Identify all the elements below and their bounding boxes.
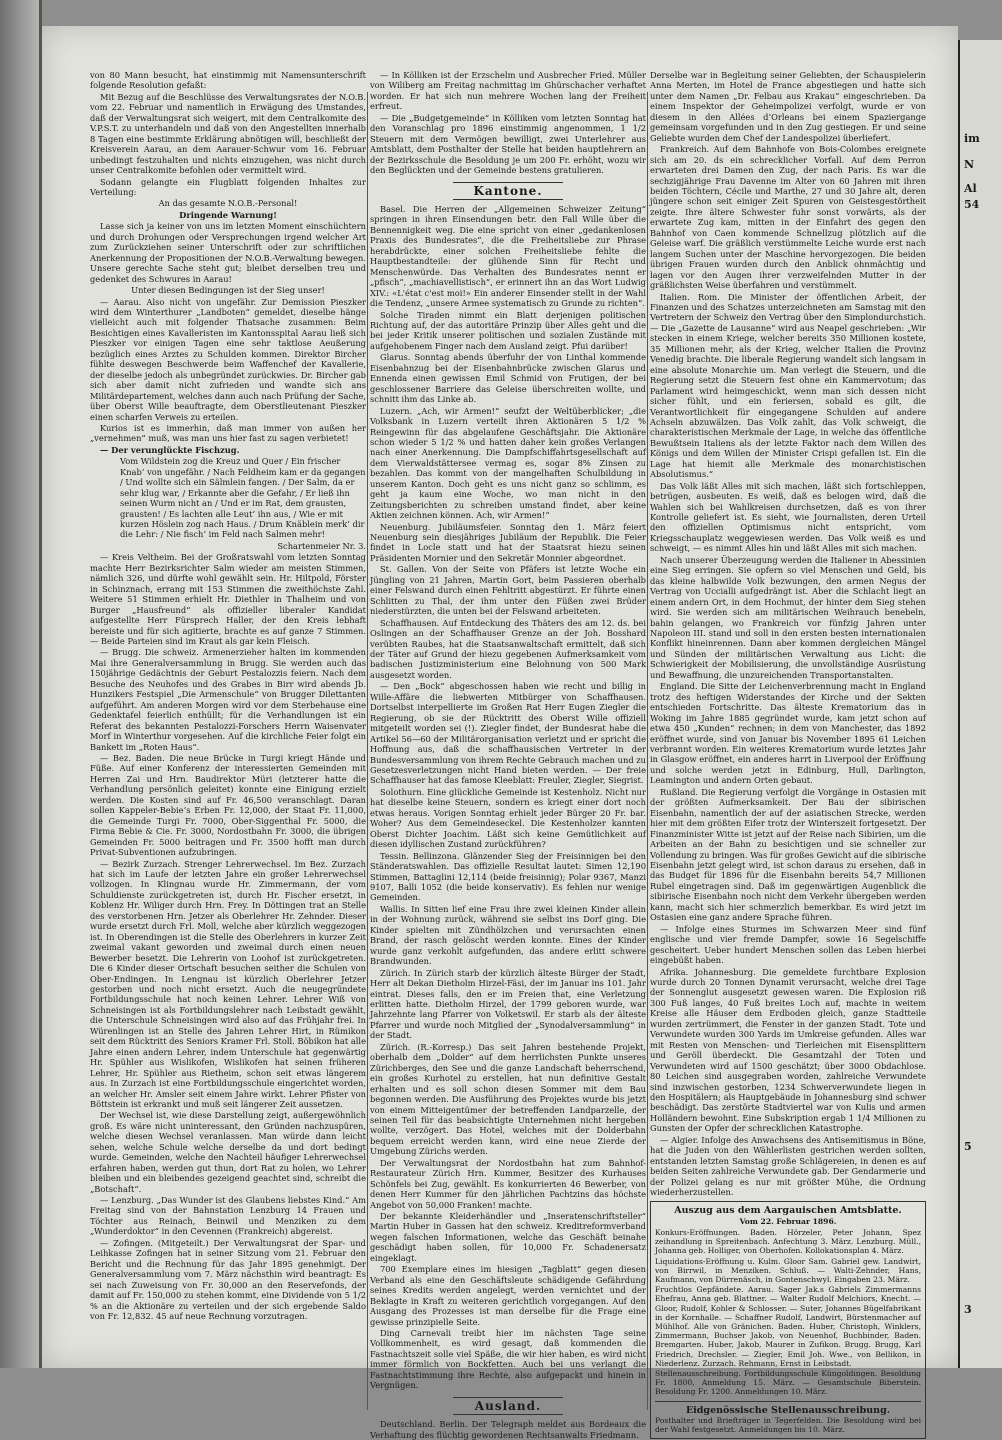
article-neuenburg: Neuenburg. Jubiläumsfeier. Sonntag den 1. März feiert Neuenburg sein diesjähriges Jubiläum der Republik. Die Feier findet in Locle statt und hat der Staatsrat hiezu seinen Präsidenten Mornier und den Sekretär Monnier abgeordnet. xyxy=(370,521,646,563)
paragraph: von 80 Mann besucht, hat einstimmig mit Namensunterschrift folgende Resolution gefaßt: xyxy=(90,70,366,91)
article-frankreich: Frankreich. Auf dem Bahnhofe von Bois-Colombes ereignete sich am 20. ds ein schrecklicher Vorfall. Auf dem Perron erwarteten drei Damen den Zug, der nach Paris. Es war die sechzigjährige Frau Davenne im Alter von 60 Jahren mit ihren beiden Töchtern, Cécile und Marthe, 27 und 30 Jahre alt, deren jüngere schon seit einiger Zeit Spuren von Geistesgestörtheit zeigte. Ihre ältere Schwester fuhr sonst vorwärts, als der erwartete Zug kam, mitten in der Einfahrt des gegen den Bahnhof von Caen kommende Schnellzug plötzlich auf die Geleise warf. Die gräßlich verstümmelte Leiche wurde erst nach langem Suchen unter der Maschine hervorgezogen. Die beiden übrigen Frauen wurden durch den Anblick ohnmächtig und lagen vor den Augen ihrer verzweifelnden Mutter in der gräßlichsten Weise überfahren und verstümmelt. xyxy=(650,144,926,291)
column-rule xyxy=(367,92,368,1410)
article-luzern: Luzern. „Ach, wir Armen!“ seufzt der Weltüberblicker; „die Volksbank in Luzern verteilt ihren Aktionären 5 1/2 % Reingewinn für das abgelaufene Geschäftsjahr. Die Aktionäre schon wieder 5 1/2 % und hatten daher kein großes Verlangen nach einer Anerkennung. Die Dampfschiffahrtsgesellschaft auf dem Vierwaldstättersee vermag es, sogar 8% Zinsen zu bezahlen. Das kommt von der mangelhaften Schulbildung in unserem Kanton. Doch geht es uns nicht ganz so schlimm, es geht ja kaum eine Woche, wo man nicht in den Zeitungsberichten zu schreiben umstand findet, aber keine Aktien zeichnen können. Ach, wir Armen!“ xyxy=(370,405,646,521)
paragraph: Nach unserer Überzeugung werden die Italiener in Abessinien eine Sieg erringen. Sie opfern so viel Menschen und Geld, bis das kleine halbwilde Volk bezwungen, den armen Negus der Vertrag von Uccialli aufgedrängt ist. Aber die Schlacht liegt an einem andern Ort, in dem Hochmut, der hinter dem Sieg stehen wird. Sie werden sich am militärischen Weihrauch benebeln, bahin gelangen, wo Frankreich vor fünfzig Jahren unter Napoleon III. stand und soll in den ersten besten internationalen Konflikt hineinrennen. Dann aber kommen dergleichen Mängel und Sünden der militärischen Verwaltung aus Licht: die Schwierigkeit der Mobilisierung, die unvollständige Ausrüstung und Bewaffnung, die unzureichenden Transportanstalten. xyxy=(650,554,926,680)
paragraph: — Infolge eines Sturmes im Schwarzen Meer sind fünf englische und vier fremde Dampfer, sowie 16 Segelschiffe gescheitert. Ueber hundert Menschen sollen das Leben hierbei eingebüßt haben. xyxy=(650,923,926,966)
column-2 xyxy=(370,70,646,1440)
paragraph: Solche Tiraden nimmt ein Blatt derjenigen politischen Richtung auf, der das autoritäre Prinzip über Alles geht und die bei jeder Kritik unserer politischen und sozialen Zustände mit aufgehobenem Finger nach dem Ausland zeigt. Pfui darüber! xyxy=(370,309,646,351)
divider xyxy=(655,1401,921,1402)
adjacent-page-strip xyxy=(958,40,1002,1368)
article-koelliken: — In Kölliken ist der Erzschelm und Ausbrecher Fried. Müller von Wiliberg am Freitag nachmittag im Ghürschacher verhaftet worden. Er hat sich nun mehrere Wochen lang der Freiheit erfreut. xyxy=(370,70,646,112)
section-heading-kantone: Kantone. xyxy=(370,182,646,200)
article-solothurn: Solothurn. Eine glückliche Gemeinde ist Kestenholz. Nicht nur hat dieselbe keine Steuern, sondern es kriegt einer dort noch etwas heraus. Vorigen Sonntag erhielt jeder Bürger 20 Fr. bar. Woher? Aus dem Gemeindeseckel. Die Kestenholzer kannten Oberst Dichter Joachim. Läßt sich keine Gemütlichkeit auf diesen idyllischen Zustand zurückführen? xyxy=(370,786,646,850)
column-rule xyxy=(647,92,648,1410)
article-wallis: Wallis. In Sitten lief eine Frau ihre zwei kleinen Kinder allein in der Wohnung zurück, während sie selbst ins Dorf ging. Die Kinder spielten mit Zündhölzchen und verursachten einen Brand, der rasch gelöscht werden konnte. Eines der Kinder wurde ganz verkohlt aufgefunden, das andere erlitt schwere Brandwunden. xyxy=(370,903,646,967)
paragraph: Unter diesen Bedingungen ist der Sieg unser! xyxy=(131,285,325,296)
article-zurzach: — Bezirk Zurzach. Strenger Lehrerwechsel. Im Bez. Zurzach hat sich im Laufe der letzten Jahre ein großer Lehrerwechsel vollzogen. In Klingnau wurde Hr. Zimmermann, der vom Schuldienste zurückgetreten ist, durch Hr. Fischer ersetzt, in Koblenz Hr. Wiliger durch Hrn. Frey. In Döttingen trat an Stelle des verstorbenen Hrn. Jetzer als Oberlehrer Hr. Zehnder. Dieser wurde ersetzt durch Frl. Moll, welche aber kürzlich weggezogen ist. In Oberendingen ist die Stelle des Oberlehrers in kurzer Zeit zweimal vakant geworden und zweimal durch einen neuen Bewerber besetzt. Die Lehrerin von Loohof ist zurückgetreten. Die 6 Kinder dieser Ortschaft besuchen seither die Schulen von Ober-Endingen. In Lengnau ist kürzlich Oberlehrer Jetzer gestorben und noch nicht ersetzt. Auch die neugegründete Fortbildungsschule hat noch keinen Lehrer. Lehrer Wiß von Schneisingen ist als Fortbildungslehrer nach Leibstadt gewählt, die Unterschule Schneisingen wird also auf das Frühjahr frei. In Würenlingen ist an Stelle des Jahren Lehrer Hirt, in Rümikon seit dem Rücktritt des Seniors Kramer Frl. Stoll. Böbikon hat alle Jahre einen andern Lehrer, indem Unterschule hat gegenwärtig Hr. Spühler aus Wislikofen, Wislikofen hat seinen früheren Lehrer, Hr. Spühler aus Rietheim, schon seit etwas längerem aus. In Zurzach ist eine Fortbildungsschule eingerichtet worden, an welcher Hr. Amsler seit einem Jahre wirkt. Lehrer Pfister von Böttstein ist erkrankt und muß seit längerer Zeit aussetzen. xyxy=(90,858,366,1109)
amtsblatt-eidg: Posthalter und Briefträger in Tegerfelden. Die Besoldung wird bei der Wahl festgesetzt. Anmeldungen bis 10. März. xyxy=(655,1415,921,1434)
paragraph: Derselbe war in Begleitung seiner Geliebten, der Schauspielerin Anna Merten, im Hotel de France abgestiegen und hatte sich unter dem Namen „Dr. Felbau aus Krakau“ eingeschrieben. Da einem Inspektor der Geheimpolizei verfolgt, wurde er von diesem in den Allées d’Orleans bei einem Spaziergange gemeinsam vorgefunden und in den Zug gestiegen. Er und seine Geliebte wurden dem Chef der Landespolizei überliefert. xyxy=(650,70,926,143)
signature: Schartenmeier Nr. 3. xyxy=(277,540,366,551)
strip-text: 3 xyxy=(964,1303,972,1316)
article-zofingen: — Zofingen. (Mitgeteilt.) Der Verwaltungsrat der Spar- und Leihkasse Zofingen hat in seiner Sitzung vom 21. Februar den Bericht und die Rechnung für das Jahr 1895 genehmigt. Der Generalversammlung vom 7. März nächsthin wird beantragt: Es sei nach Zuweisung von Fr. 30,000 an den Reservefonds, der damit auf Fr. 150,000 zu stehen kommt, eine Dividende von 5 1/2 % an die Aktionäre zu verteilen und der sich ergebende Saldo von Fr. 12,832. 45 auf neue Rechnung vorzutragen. xyxy=(90,1237,366,1322)
strip-text: N xyxy=(964,158,975,171)
amtsblatt-konkurs: Konkurs-Eröffnungen. Baden. Hörzeler, Peter Johann, Spez zeihandlung in Spreitenbach. Anfechtung 3. März. Lenzburg. Müll., Johanna geb. Holliger, von Oberhofen. Kollokationsplan 4. März. xyxy=(655,1227,921,1256)
article-schaffhausen: Schaffhausen. Auf Entdeckung des Thäters des am 12. ds. bei Oslingen an der Schaffhauser Grenze an der Joh. Bosshard verübten Raubes, hat die Staatsanwaltschaft ermittelt, daß sich der Täter auf Grund der hiezu gegebenen Aufmerksamkeit vom badischen Justizministerium eine Belohnung von 500 Mark ausgesetzt worden. xyxy=(370,617,646,680)
paragraph: — Den „Bock“ abgeschossen haben wie recht und billig in Wille-Affäre die liebwerten Mitbürger von Schaffhausen. Dortselbst interpellierte im Großen Rat Herr Eugen Ziegler die Regierung, ob sie der Rücktritt des Oberst Wille offiziell mitgeteilt worden sei (!). Ziegler findet, der Bundesrat habe die Artikel 56—60 der Militärorganisation verletzt und er spricht die Hoffnung aus, daß die schaffhausischen Vertreter in der Bundesversammlung von ihrem Rechte Gebrauch machen und zu Gesetzesverletzungen nicht Hand bieten werden. — Der freie Schaffhauser hat das famose Kleeblatt: Freuler, Ziegler, Siegrist. xyxy=(370,681,646,786)
amtsblatt-title: Auszug aus dem Aargauischen Amtsblatte. xyxy=(674,1205,902,1217)
paragraph: Ding Carnevali treibt hier im nächsten Tage seine Vollkommenheit, es wird gesagt, daß kommenden die Fastnachtszeit solle viel Späße, die wir hier haben, es wird nicht immer förmlich von Bockfetten. Auch bei uns verlangt die Fastnachtstimmung ihre Rechte, also aufgepackt und hinein in Vergnügen. xyxy=(370,1328,646,1391)
paragraph: Kurios ist es immerhin, daß man immer von außen her „vernehmen“ muß, was man uns hier fast zu sagen verbietet! xyxy=(90,422,366,444)
article-lenzburg: — Lenzburg. „Das Wunder ist des Glaubens liebstes Kind.“ Am Freitag sind von der Bahnstation Lenzburg 14 Frauen und Töchter aus Reinach, Beinwil und Menziken zu dem „Wunderdoktor“ in den Cevennen (Frankreich) abgereist. xyxy=(90,1195,366,1237)
article-zuerich-2: Zürich. (R.-Korresp.) Das seit Jahren bestehende Projekt, oberhalb dem „Dolder“ auf dem herrlichsten Punkte unseres Zürichberges, den See und die ganze Landschaft beherrschend, ein großes Kurhotel zu erstellen, hat nun definitive Gestalt erhalten und es soll schon diesen Sommer mit dem Bau begonnen werden. Die Ausführung des Projektes wurde bis jetzt von einem Mitteigentümer der betreffenden Landparzelle, der seinen Teil für das beabsichtigte Unternehmen nicht hergeben wollte, verzögert. Das Hotel, welches mit der Dolderbahn bequem erreicht werden kann, wird eine neue Zierde der Umgebung Zürichs werden. xyxy=(370,1041,646,1157)
article-budget: — Die „Budgetgemeinde“ in Kölliken vom letzten Sonntag hat den Voranschlag pro 1896 einstimmig angenommen, 1 1/2 Steuern mit dem Vermögen bewilligt, zwei Unterlehrer aus Amtsblatt, dem Posthalter der Stelle hat beiden hauptlehrern an der Bezirksschule die Besoldung je um 200 Fr. erhöht, wozu wir den Beglückten und der Gemeinde bestens gratulieren. xyxy=(370,112,646,176)
paragraph: Das Volk läßt Alles mit sich machen, läßt sich fortschleppen, betrügen, ausbeuten. Es weiß, daß es belogen wird, daß die Wahlen sich bei Wahlkreisen durchsetzen, daß es von ihrer Kontrolle geliefert ist. Es sieht, wie Journalisten, deren Urteil den offiziellen Optimismus nicht entspricht, vom Kriegsschauplatz weggewiesen werden. Das Volk weiß es und schweigt, — es nimmt Alles hin und läßt Alles mit sich machen. xyxy=(650,480,926,554)
amtsblatt-gepfaendete: Fruchtlos Gepfändete. Aarau. Sager Jak.s Gabriels Zimmermanns Ehefrau, Anna geb. Blattner. — Walter Rudolf Melchiors, Knecht. — Gloor, Rudolf, Kohler & Schlosser. — Suter, Johannes Bügelfabrikant in der Kornhalle. — Schaffner Rudolf, Landwirt, Bürstenmacher auf Mühlhof. Alle von Gränichen. Baden. Huber, Christoph, Winklers, Zimmermann, Buchser Jakob, von Neuenhof, Buchbinder, Baden. Bremgarten. Huber, Jakob, Maurer in Zufikon. Brugg. Brugg, Karl Friedrich, Drechsler. — Ziegler, Emil Joh. Wwe., von Bellikon, in Niederlenz. Zurzach. Rehmann, Ernst in Leibstadt. xyxy=(655,1285,921,1368)
paragraph: Der Verwaltungsrat der Nordostbahn hat zum Bahnhof-Restaurateur Zürich Hrn. Kummer, Besitzer des Kurhauses Schönfels bei Zug, gewählt. Es konkurrierten 46 Bewerber, von denen Herr Kummer für den jährlichen Pachtzins das höchste Angebot von 50,000 Franken! machte. xyxy=(370,1157,646,1210)
paragraph: An das gesamte N.O.B.-Personal! xyxy=(158,198,298,209)
article-tessin: Tessin. Bellinzona. Glänzender Sieg der Freisinnigen bei den Ständeratswahlen. Das offizielle Resultat lautet: Simen 12,190 Stimmen, Battaglini 12,114 (beide freisinnig); Polar 9367, Manzi 9107, Balli 1052 (die beide konservativ). Es fehlen nur wenige Gemeinden. xyxy=(370,850,646,903)
amtsblatt-heading-eidg: Eidgenössische Stellenausschreibung. xyxy=(685,1404,891,1416)
article-basel: Basel. Die Herren der „Allgemeinen Schweizer Zeitung“ springen in ihren Einsendungen betr. den Fall Wille über die Bennennigkeit weg. Die eine spricht von einer „gedankenlosen Praxis des Bundesrates“, die die Freiheitsliebe zur Phrase herabdrückte, einer solchen Freiheitsliebe fehlte die Hauptbestandteile: der glühende Sinn für Recht und Menschenwürde. Das Verhalten des Bundesrates nennt er „pfisch“, „machiavellistisch“, er erinnert ihn an das Wort Ludwig XIV.: «L'état c'est moi!» Ein anderer Einsender stellt in der Wahl die Tendenz, „unsere Armee systematisch zu Grunde zu richten“. xyxy=(370,203,646,309)
article-aarau: — Aarau. Also nicht von ungefähr. Zur Demission Pieszker wird dem Winterthurer „Landboten“ gemeldet, dieselbe hänge vielleicht auch mit folgender Thatsache zusammen: Beim Besichtigen eines Kavalleristen im Kantonsspital Aarau ließ sich Pieszker vor einigen Tagen eine sehr taktlose Aeußerung bezüglich eines Arztes zu Schulden kommen. Direktor Bircher fühlte deswegen Beschwerde beim Waffenchef der Kavallerie, der dieselbe jedoch als unbegründet zurückwies. Dr. Bircher gab sich aber damit nicht zufrieden und wandte sich ans Militärdepartement, welches dann auch nach Prüfung der Sache, über Oberst Wille beauftragte, dem Oberstlieutenant Pieszker einen scharfen Verweis zu erteilen. xyxy=(90,296,366,422)
paragraph: Dringende Warnung! xyxy=(179,209,277,220)
amtsblatt-liquidation: Liquidations-Eröffnung u. Kulm. Gloor Sam. Gabriel gew. Landwirt, von Birrwil, in Menziken. Schluß. — Walti-Zehnder, Hans, Kaufmann, von Dürrenäsch, in Gontenschwyl. Eingaben 23. März. xyxy=(655,1256,921,1284)
article-italien: Italien. Rom. Die Minister der öffentlichen Arbeit, der Finanzen und des Schatzes unterzeichneten am Samstag mit den Vertretern der Schweiz den Vertrag über den Simplondurchstich. — Die „Gazette de Lausanne“ wird aus Neapel geschrieben: „Wir stecken in einem Kriege, welcher bereits 350 Millionen kostete, 35 Millionen mehr, als der Krieg, welcher Italien die Provinz Venedig brachte. Die liberale Regierung wandelt sich langsam in eine absolute Monarchie um. Man verlegt die Steuern, und die Regierung setzt die Steuern fest ohne ein Kammervotum; das Parlament wird heimgeschickt, wenn man sich dessen nicht sicher fühlt, und ein feriersen, sobald es gilt, die Verantwortlichkeit für eingegangene Schulden auf andere Achseln abzuwälzen. Das Volk zahlt, das Volk schweigt, die charakteristischen Merkmale der Lage, in welche das öffentliche Bewußtsein Italiens als der letzte Faktor nach dem Willen des Königs und dem Willen der Minister Crispi gefallen ist. Ein die Lage hat hiemit alle Merkmale des monarchistischen Absolutismus.“ xyxy=(650,291,926,480)
paragraph: 700 Exemplare eines im hiesigen „Tagblatt“ gegen diesen Verband als eine den Geschäftsleute schädigende Gefährdung seines Kredits werden angelegt, werden vernichtet und der Beklagte in Kraft zu weiteren gerichtlich vorgegangen. Auf den Ausgang des Prozesses ist man derselbe für die Frage eine gewisse prinzipielle Seite. xyxy=(370,1264,646,1327)
amtsblatt-date: Vom 22. Februar 1896. xyxy=(739,1216,837,1226)
strip-text: 5 xyxy=(964,1140,972,1153)
article-baden: — Bez. Baden. Die neue Brücke in Turgi kriegt Hände und Füße. Auf einer Konferenz der interessierten Gemeinden mit Herren Zai und Hrn. Baudirektor Müri (letzterer hatte die Verhandlung persönlich geleitet) konnte eine Einigung erzielt werden. Die Kosten sind auf Fr. 46,500 veranschlagt. Daran sollen Kappeler-Bebie’s Erben Fr. 12,000, der Staat Fr. 11,000, die Gemeinde Turgi Fr. 7000, Ober-Siggenthal Fr. 5000, die Firma Bebie & Cie. Fr. 3000, Nordostbahn Fr. 3000, die übrigen Gemeinden Fr. 5000 beitragen und Fr. 3500 hofft man durch Privat-Subventionen aufzubringen. xyxy=(90,753,366,858)
article-veltheim: — Kreis Veltheim. Bei der Großratswahl vom letzten Sonntag machte Herr Bezirksrichter Salm wieder am meisten Stimmen, nämlich 326, und dürfte wohl gewählt sein. Hr. Hiltpold, Förster in Schinznach, errang mit 153 Stimmen die zweithöchste Zahl. Weitere 51 Stimmen erhielt Hr. Diethler in Thalheim und von Burger „Hausfreund“ als offizieller liberaler Kandidat aufgestellte Herr Fürsprech Haller, der den Kreis lebhaft bereiste und für sich agitierte, brachte es auf ganze 7 Stimmen. — Beide Parteien sind im Kraut als gar kein Fleisch. xyxy=(90,552,366,647)
article-russland: Rußland. Die Regierung verfolgt die Vorgänge in Ostasien mit der größten Aufmerksamkeit. Der Bau der sibirischen Eisenbahn, namentlich der auf der asiatischen Strecke, werden hier mit dem größten Eifer trotz der Winterszeit fortgesetzt. Der Finanzminister Witte ist jetzt auf der Reise nach Sibirien, um die Arbeiten an der Bahn zu besichtigen und sie schneller zur Vollendung zu bringen. Was für großes Gewicht auf die sibirische Eisenbahn jetzt gelegt wird, ist schon daraus zu ersehen, daß in das Budget für 1896 für die Eisenbahn bereits 54,7 Millionen Rubel eingetragen sind. Daß im gegenwärtigen Augenblick die sibirische Eisenbahn noch nicht dem Verkehr übergeben werden kann, macht sich hier schmerzlich bemerkbar. Es wird jetzt im Ostasien eine ganz andere Sprache führen. xyxy=(650,786,926,923)
article-st-gallen: St. Gallen. Von der Seite von Pfäfers ist letzte Woche ein Jüngling von 21 Jahren, Martin Gort, beim Passieren oberhalb einer Felswand durch einen Fehltritt abgestürzt. Er führte einen Schlitten zu Thal, der ihm unter den Füßen zwei Brüder niederstürzten, die unten bei der Felswand arbeiteten. xyxy=(370,564,646,617)
column-1 xyxy=(90,70,366,1410)
article-deutschland: Deutschland. Berlin. Der Telegraph meldet aus Bordeaux die Verhaftung des flüchtig gewordenen Rechtsanwalts Friedmann. xyxy=(370,1419,646,1440)
poem: Vom Wildstein zog die Kreuz und Quer / Ein frischer Knab’ von ungefähr. / Nach Feldheim kam er da gegangen / Und wollte sich ein Sälmlein fangen. / Der Salm, da er sehr klug war, / Erkannte aber die Gefahr, / Er ließ ihn seinen Wurm nicht an / Und er im Rat, dem grausten, grausten! / Es lachten alle Leut’ ihn aus, / Wie er mit kurzen Höslein zog nach Haus. / Drum Knäblein merk’ dir die Lehr: / Nie fisch’ im Feld nach Salmen mehr! xyxy=(120,456,366,540)
paragraph: Lasse sich ja keiner von uns im letzten Moment einschüchtern und durch Drohungen oder Versprechungen irgend welcher Art zum Zurückziehen seiner Unterschrift oder zur schriftlichen Anerkennung der Propositionen der N.O.B.-Verwaltung bewegen. Unsere gerechte Sache steht gut; bleibet derselben treu und gedenket des Schwures in Aarau! xyxy=(90,221,366,284)
article-england: England. Die Sitte der Leichenverbrennung macht in England trotz des heftigen Widerstandes der Kirche und der Sekten entschieden Fortschritte. Das älteste Krematorium das in Woking im Jahre 1885 gegründet wurde, kam jetzt schon auf etwa 450 „Kunden“ rechnen; in dem von Manchester, das 1892 eröffnet wurde, sind von Januar bis November 1895 61 Leichen verbrannt worden. Ein weiteres Krematorium wurde letztes Jahr in Glasgow eröffnet, ein anderes harrt in Liverpool der Eröffnung und solche werden jetzt in Edinburg, Hull, Darlington, Leamington und andern Orten gebaut. xyxy=(650,681,926,786)
strip-text: im xyxy=(964,132,980,145)
book-binding xyxy=(0,0,42,1368)
amtsblatt-stellen: Stellenausschreibung. Fortbildungsschule Küngoldingen. Besoldung Fr. 1800, Anmeldung 15. März. — Gesamtschule Biberstein. Besoldung Fr. 1200. Anmeldungen 10. März. xyxy=(655,1368,921,1397)
paragraph: Sodann gelangte ein Flugblatt folgenden Inhaltes zur Verteilung: xyxy=(90,176,366,197)
poem-title: — Der verunglückte Fischzug. xyxy=(100,444,240,455)
paragraph: Mit Bezug auf die Beschlüsse des Verwaltungsrates der N.O.B. vom 22. Februar und namentlich in Erwägung des Umstandes, daß der Verwaltungsrat sich weigert, mit dem Centralkomite des V.P.S.T. zu unterhandeln und daß von den Angestellten innerhalb 8 Tagen eine bestimmte Erklärung abnötigen will, beschließt der Kreisverein Aarau, an dem Aarauer-Schwur vom 16. Februar unbedingt festzuhalten und nichts einzugehen, was nicht durch unser Centralkomite befohlen oder vermittelt wird. xyxy=(90,91,366,176)
section-heading-ausland: Ausland. xyxy=(370,1397,646,1415)
article-glarus: Glarus. Sonntag abends überfuhr der von Linthal kommende Eisenbahnzug bei der Eisenbahnbrücke zwischen Glarus und Ennenda einen gewissen Emil Schmid von Frutigen, der bei geschlossener Barriere das Geleise überschreiten wollte, und schnitt ihm das Linke ab. xyxy=(370,352,646,405)
strip-text: Al xyxy=(964,182,977,195)
strip-text: 54 xyxy=(964,198,980,211)
article-zuerich: Zürich. In Zürich starb der kürzlich älteste Bürger der Stadt, Herr alt Dekan Dietholm Hirzel-Fäsi, der im Januar ins 101. Jahr eintrat. Dieses falls, den er im Freien that, eine Verletzung erlitten hatte. Dietholm Hirzel, der 1799 geboren wurde, war Jahrzehnte lang Pfarrer von Volketswil. Er starb als der älteste Pfarrer und wurde noch Mitglied der „Synodalversammlung“ in der Stadt. xyxy=(370,967,646,1041)
amtsblatt-box xyxy=(650,1201,926,1439)
paragraph: Der Wechsel ist, wie diese Darstellung zeigt, außergewöhnlich groß. Es wäre nicht uninteressant, den Gründen nachzuspüren, welche diesen Wechsel veranlassen. Man würde dann leicht sehen, welche Schule welche derselbe da und dort bedingt wurde. Gemeinden, welche den Nachteil häufiger Lehrerwechsel erfahren haben, werden gut thun, dort Rat zu holen, wo Lehrer bleiben und ein bleibendes gezeigend geachtet sind, schreibt die „Botschaft“. xyxy=(90,1110,366,1194)
article-algier: — Algier. Infolge des Anwachsens des Antisemitismus in Böne, hat die Juden von den Wählerlisten gestrichen werden sollten, entstanden letzten Samstag große Schlägereien, in denen es auf beiden Seiten zahlreiche Verwundete gab. Der Gendarmerie und der Polizei gelang es nur mit größter Mühe, die Ordnung wiederherzustellen. xyxy=(650,1134,926,1198)
column-3 xyxy=(650,70,926,1434)
article-afrika: Afrika. Johannesburg. Die gemeldete furchtbare Explosion wurde durch 20 Tonnen Dynamit verursacht, welche drei Tage der Sonnenglut ausgesetzt gewesen waren. Die Explosion riß 300 Fuß langes, 40 Fuß breites Loch auf, machte in weitem Kreise alle Häuser dem Erdboden gleich, ganze Stadtteile wurden zertrümmert, die Fenster in der ganzen Stadt. Tote und Verwundete wurden 300 Yards im Umkreise gefunden. Alles war mit Resten von Menschen- und Tierleichen mit Eisensplittern und Geröll überdeckt. Die Gesamtzahl der Toten und Verwundeten wird auf 1500 geschätzt; über 3000 Obdachlose. 80 Leichen sind ausgegraben worden, zahlreiche Verwundete sind inzwischen gestorben, 1234 Schwerverwundete liegen in den Hospitälern; als Hauptgebäude in Johannesburg sind schwer beschädigt. Das zerstörte Stadtviertel war von Kulis und armen Holländern bewohnt. Eine Subskription ergab 1 1/4 Millionen zu Gunsten der Opfer der schrecklichen Katastrophe. xyxy=(650,966,926,1134)
paragraph: Der bekannte Kleiderhändler und „Inseratenschriftsteller“ Martin Huber in Gassen hat den schweiz. Kreditreformverband wegen falschen Informationen, welche das Geschäft beinahe geschädigt haben sollen, für 10,000 Fr. Schadenersatz eingeklagt. xyxy=(370,1211,646,1263)
article-brugg: — Brugg. Die schweiz. Armenerzieher halten im kommenden Mai ihre Generalversammlung in Brugg. Sie werden auch das 150jährige Gedächtnis der Geburt Pestalozzis feiern. Nach dem Besuche des Neuhofes und des Grabes in Birr wird abends Jb. Hunzikers Festspiel „Die Armenschule“ von Brugger Dilettanten aufgeführt. Am anderen Morgen wird vor dem Sterbehause eine Gedenktafel feierlich enthüllt; für die Verhandlungen ist ein Referat des bekannten Pestalozzi-Forschers Herrn Waisenvater Morf in Winterthur vorgesehen. Auf die kirchliche Feier folgt ein Bankett im „Roten Haus“. xyxy=(90,647,366,752)
